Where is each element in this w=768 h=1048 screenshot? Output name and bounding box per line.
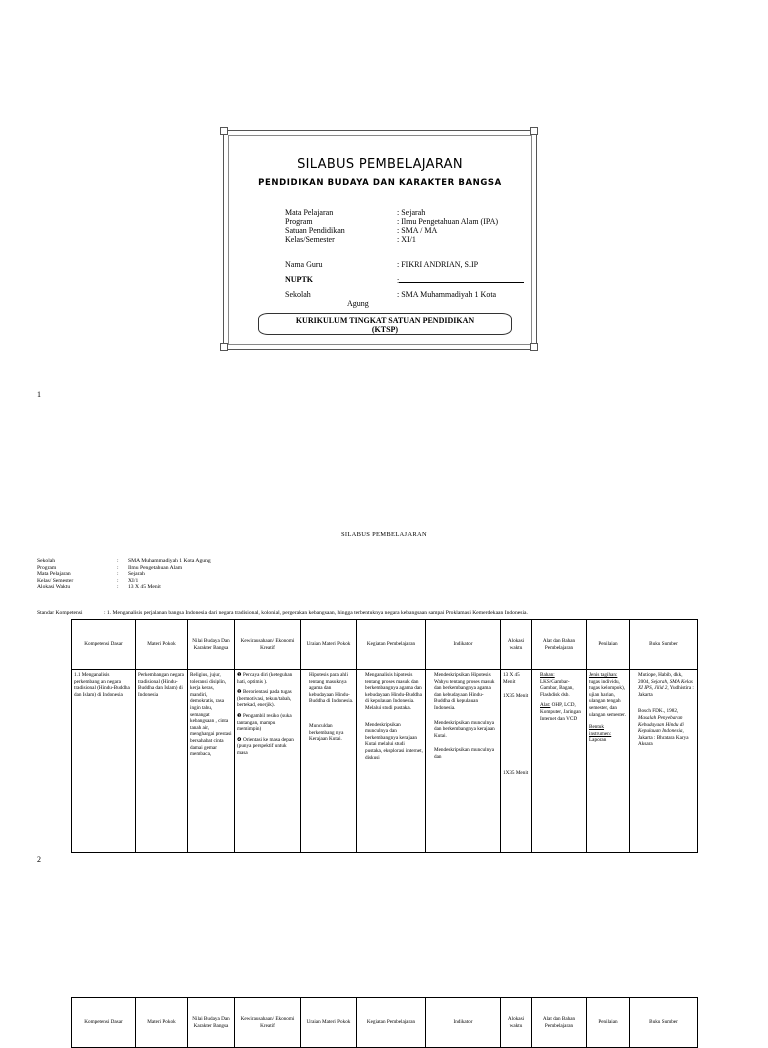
buku-text: Yudhistira : Jakarta <box>638 685 694 698</box>
buku-text: Mutiope, Habib, dkk, 2004, <box>638 672 683 685</box>
bahan-text: LKS/Gambar-Gambar, Bagan, Flashdisk dsb. <box>540 678 574 698</box>
header-cell: Kewirausahaan/ Ekonomi Kreatif <box>235 998 301 1048</box>
bahan-label: Bahan: <box>540 672 555 678</box>
uraian-cell <box>301 670 357 853</box>
header-cell: Buku Sumber <box>630 620 698 670</box>
info-value: SMA Muhammadiyah 1 Kota Agung <box>128 558 211 564</box>
header-cell: Kompetensi Dasar <box>72 620 136 670</box>
frame-corner <box>220 127 228 135</box>
header-cell: Penilaian <box>587 998 630 1048</box>
header-cell: Indikator <box>426 620 501 670</box>
syllabus-table-continued <box>71 997 698 1048</box>
buku-title: Masalah Penyebaran Kebudayaan Hindu di Kepulauan Indonesia, <box>638 714 684 735</box>
syllabus-table <box>71 619 698 853</box>
bentuk-text: Laporan <box>589 737 607 744</box>
header-cell: Materi Pokok <box>136 620 188 670</box>
frame-corner <box>220 343 228 351</box>
cover-title: SILABUS PEMBELAJARAN <box>297 157 463 172</box>
info-colon: : <box>117 558 119 564</box>
header-cell: Nilai Budaya Dan Karakter Bangsa <box>188 620 235 670</box>
list-item-text: Pengambil resiko (suka tantangan, mampu memimpin) <box>237 712 292 733</box>
cover-field-row <box>285 226 525 235</box>
frame-corner <box>530 343 538 351</box>
table-row <box>72 670 698 853</box>
materi-cell: Perkembangan negara tradisional (Hindu-Buddha dan Islam) di Indonesia <box>136 670 188 853</box>
alokasi-value: 1X35 Menit <box>503 693 529 700</box>
info-colon: : <box>117 577 119 584</box>
list-item: • Mendeskripsikan munculnya dan berkembangnya kerajaan Kutai melalui studi pustaka, eksplorasi internet, diskusi <box>365 722 423 762</box>
standar-text: : 1. Menganalisis perjalanan bangsa Indonesia dari negara tradisional, kolonial, pergerakan kebangsaan, hingga terbentuknya negara kebangsaan sampai Proklamasi Kemerdekaan Indonesia. <box>103 610 528 616</box>
info-label: Sekolah <box>37 558 56 564</box>
kurikulum-text <box>258 316 512 334</box>
sekolah-value-continued: Agung <box>347 299 369 308</box>
info-colon: : <box>117 564 119 571</box>
field-label: Satuan Pendidikan <box>285 226 345 235</box>
field-value: : Sejarah <box>397 208 426 217</box>
list-item: • Mendeskripsikan Hipotesis Wahyu tentang proses masuk dan berkembangnya agama dan kebudayaan Hindu-Buddha di kepulauan Indonesia. <box>434 672 498 712</box>
alat-text: OHP, LCD, Komputer, Jaringan Internet dan VCD <box>540 702 581 722</box>
header-cell: Materi Pokok <box>136 998 188 1048</box>
header-cell: Nilai Budaya Dan Karakter Bangsa <box>188 998 235 1048</box>
field-value: : XI/1 <box>397 235 416 244</box>
frame-corner <box>530 127 538 135</box>
list-item <box>638 672 695 698</box>
table-header-row <box>72 620 698 670</box>
alat-label: Alat: <box>540 702 551 709</box>
sekolah-value: : SMA Muhammadiyah 1 Kota <box>397 290 497 299</box>
list-item-text: Berorientasi pada tugas (bermotivasi, tekun/tabah, bertekad, enerjik). <box>237 689 292 709</box>
header-cell: Kewirausahaan/ Ekonomi Kreatif <box>235 620 301 670</box>
header-cell: Alat dan Bahan Pembelajaran <box>532 998 587 1048</box>
list-item: • Menganalisis hipotesis tentang proses masuk dan berkembangnya agama dan kebudayaan Hindu-Buddha di kepulauan Indonesia. Melalui studi pustaka. <box>365 672 423 712</box>
page-number: 1 <box>37 390 41 399</box>
jenis-text: tugas individu, tugas kelompok), ujian harian, ulangan tengah semester, dan ulangan semester. <box>589 678 626 718</box>
info-label: Program <box>37 564 57 571</box>
cover-subtitle: PENDIDIKAN BUDAYA DAN KARAKTER BANGSA <box>258 178 502 188</box>
list-item <box>638 708 695 748</box>
page-number: 2 <box>37 855 41 864</box>
info-value: 13 X 45 Menit <box>128 584 161 591</box>
header-cell: Kompetensi Dasar <box>72 998 136 1048</box>
nilai-cell: Religius, jujur, toleransi disiplin, kerja keras, mandiri, demokratis, rasa ingin tahu, semangat kebangsaan , cinta tanah air, menghargai prestasi bersahabat cinta damai gemar membaca, <box>188 670 235 853</box>
field-value: : SMA / MA <box>397 226 438 235</box>
field-label: Kelas/Semester <box>285 235 335 244</box>
info-label: Kelas/ Semester <box>37 577 74 584</box>
standar-kompetensi <box>37 610 528 616</box>
list-item: ❹ Orientasi ke masa depan (punya perspektif untuk masa <box>237 736 294 756</box>
header-cell: Kegiatan Pembelajaran <box>357 620 426 670</box>
list-item: ❶ Percaya diri (keteguhan hati, optimis ). <box>237 672 293 685</box>
cover-info-block <box>285 208 525 248</box>
sekolah-row <box>285 290 525 300</box>
info-value: Sejarah <box>128 571 145 578</box>
alokasi-cell <box>501 670 532 853</box>
list-item: • Mendeskripsikan munculnya dan <box>434 747 498 760</box>
info-value: Ilmu Pengetahuan Alam <box>128 564 183 571</box>
header-cell: Alokasi waktu <box>501 620 532 670</box>
guru-value: : FIKRI ANDRIAN, S.IP <box>397 260 479 269</box>
header-cell: Indikator <box>426 998 501 1048</box>
kurikulum-line: KURIKULUM TINGKAT SATUAN PENDIDIKAN <box>295 316 475 325</box>
list-item <box>540 702 584 722</box>
info-colon: : <box>117 571 119 578</box>
nuptk-blank-line <box>399 275 524 283</box>
buku-title: Sejarah, SMA Kelas XI IPS, Jilid 2, <box>638 678 693 692</box>
field-label: Mata Pelajaran <box>285 208 334 217</box>
nuptk-value <box>397 275 524 285</box>
kewira-cell <box>235 670 301 853</box>
list-item-text: Orientasi ke masa depan (punya perspektif untuk masa <box>237 736 294 756</box>
field-label: Program <box>285 217 313 226</box>
info-label: Mata Pelajaran <box>37 571 71 578</box>
kegiatan-cell <box>357 670 426 853</box>
list-item: • Munculdan berkembang nya Kerajaan Kutai. <box>309 723 354 743</box>
cover-field-row <box>285 217 525 226</box>
alokasi-value: 1X35 Menit <box>503 769 529 776</box>
alokasi-value: 13 X 45 Menit <box>503 672 520 685</box>
guru-label: Nama Guru <box>285 260 323 269</box>
table-header-row <box>72 998 698 1048</box>
list-item-text: Percaya diri (keteguhan hati, optimis ). <box>237 672 293 685</box>
bentuk-label: Bentuk instrumen: <box>589 724 612 737</box>
list-item: • Hipotesis para ahli tentang masuknya agama dan kebudayaan Hindu-Buddha di Indonesia. <box>309 672 354 705</box>
nuptk-label: NUPTK <box>285 275 313 284</box>
buku-cell <box>630 670 698 853</box>
penilaian-cell <box>587 670 630 853</box>
cover-field-row <box>285 208 525 217</box>
kurikulum-line: (KTSP) <box>371 325 399 334</box>
header-cell: Penilaian <box>587 620 630 670</box>
list-item: ❷ Berorientasi pada tugas (bermotivasi, tekun/tabah, bertekad, enerjik). <box>237 689 292 709</box>
header-cell: Buku Sumber <box>630 998 698 1048</box>
header-cell: Kegiatan Pembelajaran <box>357 998 426 1048</box>
header-cell: Uraian Materi Pokok <box>301 998 357 1048</box>
bentuk-block <box>589 724 627 744</box>
field-value: : Ilmu Pengetahuan Alam (IPA) <box>397 217 499 226</box>
page2-title: SILABUS PEMBELAJARAN <box>341 531 427 538</box>
cover-field-row <box>285 235 525 244</box>
buku-text: Jakarta : Bhratara Karya Aksara <box>638 734 689 748</box>
alat-cell <box>532 670 587 853</box>
jenis-label: Jenis tagihan: <box>589 672 618 678</box>
standar-label: Standar Kompetensi <box>37 610 83 616</box>
header-cell: Alat dan Bahan Pembelajaran <box>532 620 587 670</box>
nuptk-row <box>285 275 525 285</box>
list-item: • Mendeskripsikan munculnya dan berkembangnya kerajaan Kutai. <box>434 720 498 740</box>
info-label: Alokasi Waktu <box>37 584 71 591</box>
guru-row <box>285 260 525 270</box>
kd-cell: 1.1 Menganalisis perkembang an negara tradisional (Hindu-Buddha dan Islam) di Indonesia <box>72 670 136 853</box>
info-colon: : <box>117 584 119 591</box>
indikator-cell <box>426 670 501 853</box>
buku-text: Bosch FDK., 1982, <box>638 708 679 715</box>
sekolah-label: Sekolah <box>285 290 311 299</box>
nuptk-colon: : <box>397 276 400 285</box>
header-cell: Uraian Materi Pokok <box>301 620 357 670</box>
list-item: ❸ Pengambil resiko (suka tantangan, mampu memimpin) <box>237 712 292 733</box>
header-cell: Alokasi waktu <box>501 998 532 1048</box>
info-value: XI/1 <box>128 577 139 584</box>
list-item <box>540 672 584 698</box>
